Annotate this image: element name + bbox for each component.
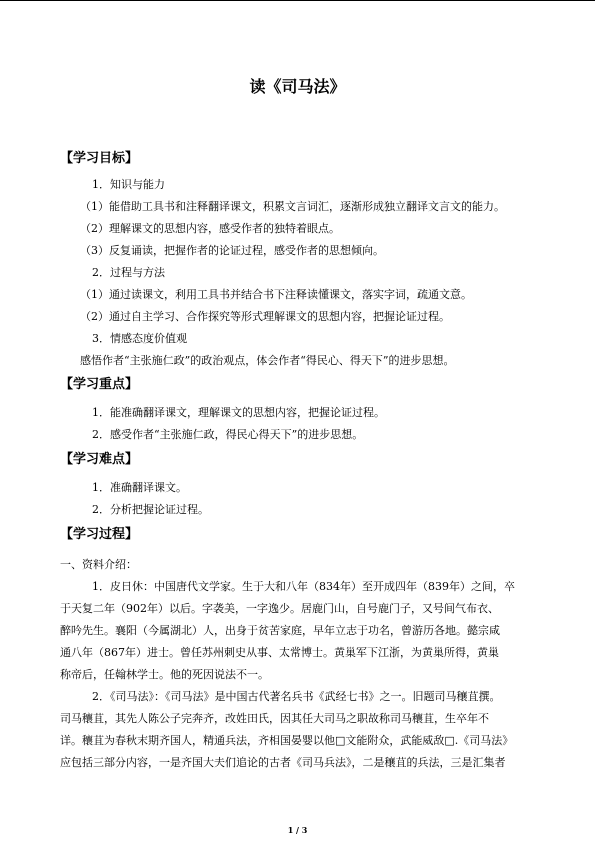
process-paragraph-line: 于天复二年（902年）以后。字袭美，一字逸少。居鹿门山，自号鹿门子，又号间气布衣、 <box>60 602 499 615</box>
goals-line: （1）能借助工具书和注释翻译课文，积累文言词汇，逐渐形成独立翻译文言文的能力。 <box>80 200 505 213</box>
process-paragraph-line: 详。穰苴为春秋末期齐国人，精通兵法，齐相国晏婴以他□文能附众，武能威敌□.《司马法》 <box>60 734 514 747</box>
section-heading-process: 【学习过程】 <box>60 527 139 542</box>
process-paragraph-line: 司马穰苴，其先人陈公子完奔齐，改姓田氏，因其任大司马之职故称司马穰苴，生卒年不 <box>60 712 489 725</box>
goals-line: 感悟作者“主张施仁政”的政治观点，体会作者“得民心、得天下”的进步思想。 <box>80 354 455 367</box>
goals-line: 1．知识与能力 <box>92 178 165 191</box>
goals-line: 3．情感态度价值观 <box>92 332 187 345</box>
process-paragraph-line: 通八年（867年）进士。曾任苏州刺史从事、太常博士。黄巢军下江浙，为黄巢所得，黄巢 <box>60 646 499 659</box>
goals-line: （2）通过自主学习、合作探究等形式理解课文的思想内容，把握论证过程。 <box>80 310 450 323</box>
section-heading-keypoints: 【学习重点】 <box>60 377 139 392</box>
process-paragraph-line: 2．《司马法》：《司马法》是中国古代著名兵书《武经七书》之一。旧题司马穰苴撰。 <box>92 690 501 703</box>
goals-line: （2）理解课文的思想内容，感受作者的独特着眼点。 <box>80 222 340 235</box>
keypoints-line: 2．感受作者“主张施仁政，得民心得天下”的进步思想。 <box>92 428 364 441</box>
section-heading-goals: 【学习目标】 <box>60 151 139 166</box>
goals-line: （1）通过读课文，利用工具书并结合书下注释读懂课文，落实字词，疏通文意。 <box>80 288 472 301</box>
process-paragraph-line: 称帝后，任翰林学士。他的死因说法不一。 <box>60 668 269 681</box>
goals-line: 2．过程与方法 <box>92 266 165 279</box>
page-number: 1 / 3 <box>287 825 308 835</box>
process-paragraph-line: 1．皮日休：中国唐代文学家。生于大和八年（834年）至开成四年（839年）之间，卒 <box>92 580 515 593</box>
process-intro: 一、资料介绍： <box>60 558 137 571</box>
difficulties-line: 2．分析把握论证过程。 <box>92 503 209 516</box>
difficulties-line: 1．准确翻译课文。 <box>92 481 187 494</box>
goals-line: （3）反复诵读，把握作者的论证过程，感受作者的思想倾向。 <box>80 244 384 257</box>
process-paragraph-line: 醉吟先生。襄阳（今属湖北）人，出身于贫苦家庭，早年立志于功名，曾游历各地。懿宗咸 <box>60 624 500 637</box>
page-title: 读《司马法》 <box>249 77 346 96</box>
section-heading-difficulties: 【学习难点】 <box>60 452 139 467</box>
keypoints-line: 1．能准确翻译课文，理解课文的思想内容，把握论证过程。 <box>92 406 385 419</box>
process-paragraph-line: 应包括三部分内容，一是齐国大夫们追论的古者《司马兵法》，二是穰苴的兵法，三是汇集者 <box>60 756 506 769</box>
top-rule <box>0 0 595 1</box>
